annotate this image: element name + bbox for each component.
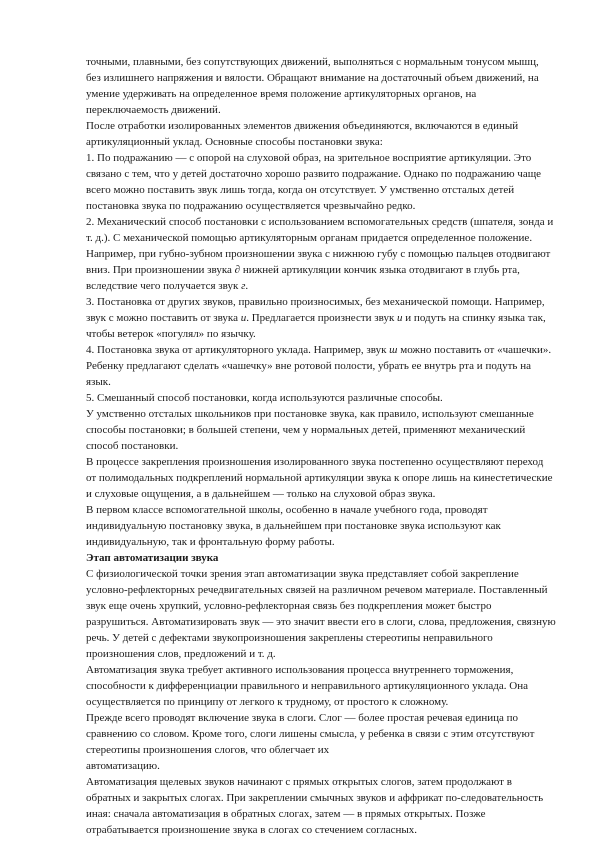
list-item-articulatory bbox=[86, 342, 556, 390]
paragraph-retarded-students: У умственно отсталых школьников при постановке звука, как правило, используют смешанные способы постановки; в большей степени, чем у нормальных детей, применяют механический способ постановки. bbox=[86, 408, 534, 452]
text-run: Прежде всего проводят включение звука в слоги. Слог — более простая речевая единица по сравнению со словом. Кроме того, слоги лишены смысла, у ребенка в связи с этим отсутствуют стереотипы произношения слогов, что облегчает их bbox=[86, 712, 535, 756]
paragraph-consolidation: В процессе закрепления произношения изолированного звука постепенно осуществляют переход от полимодальных подкреплений нормальной артикуляции звука к опоре лишь на кинестетические и слуховые ощущения, а в дальнейшем — только на слуховой образ звука. bbox=[86, 456, 553, 500]
text-run: автоматизацию. bbox=[86, 760, 160, 772]
paragraph-physiology: С физиологической точки зрения этап автоматизации звука представляет собой закрепление условно-рефлекторных речедвигательных связей на различном речевом материале. Поставленный звук еще очень хрупкий, условно-рефлекторная связь без подкрепления может быстро разрушиться. Автоматизировать звук — это значит ввести его в слоги, слова, предложения, связную речь. У детей с дефектами звукопроизношения закреплены стереотипы неправильного произношения слов, предложений и т. д. bbox=[86, 568, 556, 660]
sound-symbol: ш bbox=[389, 344, 398, 356]
sound-symbol: и bbox=[397, 312, 403, 324]
paragraph-fricatives: Автоматизация щелевых звуков начинают с прямых открытых слогов, затем продолжают в обратных и закрытых слогах. При закреплении смычных звуков и аффрикат по-следовательность иная: сначала автоматизация в обратных слогах, затем — в прямых открытых. Позже отрабатывается произношение звука в слогах со стечением согласных. bbox=[86, 776, 544, 836]
text-run: . Предлагается произнести звук bbox=[246, 312, 398, 324]
text-run: 2. Механический способ постановки с использованием вспомогательных средств (шпателя, зонда и т. д.). С механической помощью артикуляторным органам придается определенное положение. Например, при губно-зубном произношении звука с нижнюю губу с помощью пальцев отодвигают вниз. При произношении звука bbox=[86, 216, 554, 276]
sound-symbol: ∂ bbox=[234, 264, 241, 276]
section-heading: Этап автоматизации звука bbox=[86, 552, 219, 564]
sound-symbol: и bbox=[240, 312, 247, 324]
text-run: . bbox=[245, 280, 249, 292]
paragraph-intro-continuation: точными, плавными, без сопутствующих движений, выполняться с нормальным тонусом мышц, без излишнего напряжения и вялости. Обращают внимание на достаточный объем движений, на умение удерживать на определенное время положение артикуляторных органов, на переключаемость движений. bbox=[86, 56, 539, 116]
list-item-mechanical bbox=[86, 214, 556, 294]
text-run: можно поставить от «чашечки». Ребенку предлагают сделать «чашечку» вне ротовой полости, убрать ее внутрь рта и подуть на язык. bbox=[86, 344, 552, 388]
sound-symbol: г bbox=[241, 280, 246, 292]
paragraph-inhibition: Автоматизация звука требует активного использования процесса внутреннего торможения, способности к дифференциации правильного и неправильного артикуляционного уклада. Она осуществляется по принципу от легкого к трудному, от простого к сложному. bbox=[86, 664, 528, 708]
list-item-other-sounds bbox=[86, 294, 556, 342]
document-page bbox=[86, 54, 556, 838]
text-run: 4. Постановка звука от артикуляторного уклада. Например, звук bbox=[86, 344, 390, 356]
list-item-mixed: 5. Смешанный способ постановки, когда используются различные способы. bbox=[86, 392, 443, 404]
paragraph-methods-intro: После отработки изолированных элементов движения объединяются, включаются в единый артикуляционный уклад. Основные способы постановки звука: bbox=[86, 120, 519, 148]
text-run: и подуть на спинку языка так, чтобы ветерок «погулял» по язычку. bbox=[86, 312, 546, 340]
paragraph-first-grade: В первом классе вспомогательной школы, особенно в начале учебного года, проводят индивидуальную постановку звука, в дальнейшем при постановке звука используют как индивидуальную, так и фронтальную форму работы. bbox=[86, 504, 501, 548]
text-run: 3. Постановка от других звуков, правильно произносимых, без механической помощи. Например, звук с можно поставить от звука bbox=[86, 296, 545, 324]
list-item-imitation: 1. По подражанию — с опорой на слуховой образ, на зрительное восприятие артикуляции. Это связано с тем, что у детей достаточно хорошо развито подражание. Однако по подражанию чаще всего можно поставить звук лишь тогда, когда он отсутствует. У умственно отсталых детей постановка звука по подражанию осуществляется чрезвычайно редко. bbox=[86, 152, 542, 212]
text-run: нижней артикуляции кончик языка отодвигают в глубь рта, вследствие чего получается звук bbox=[86, 264, 520, 292]
paragraph-syllables bbox=[86, 710, 556, 774]
